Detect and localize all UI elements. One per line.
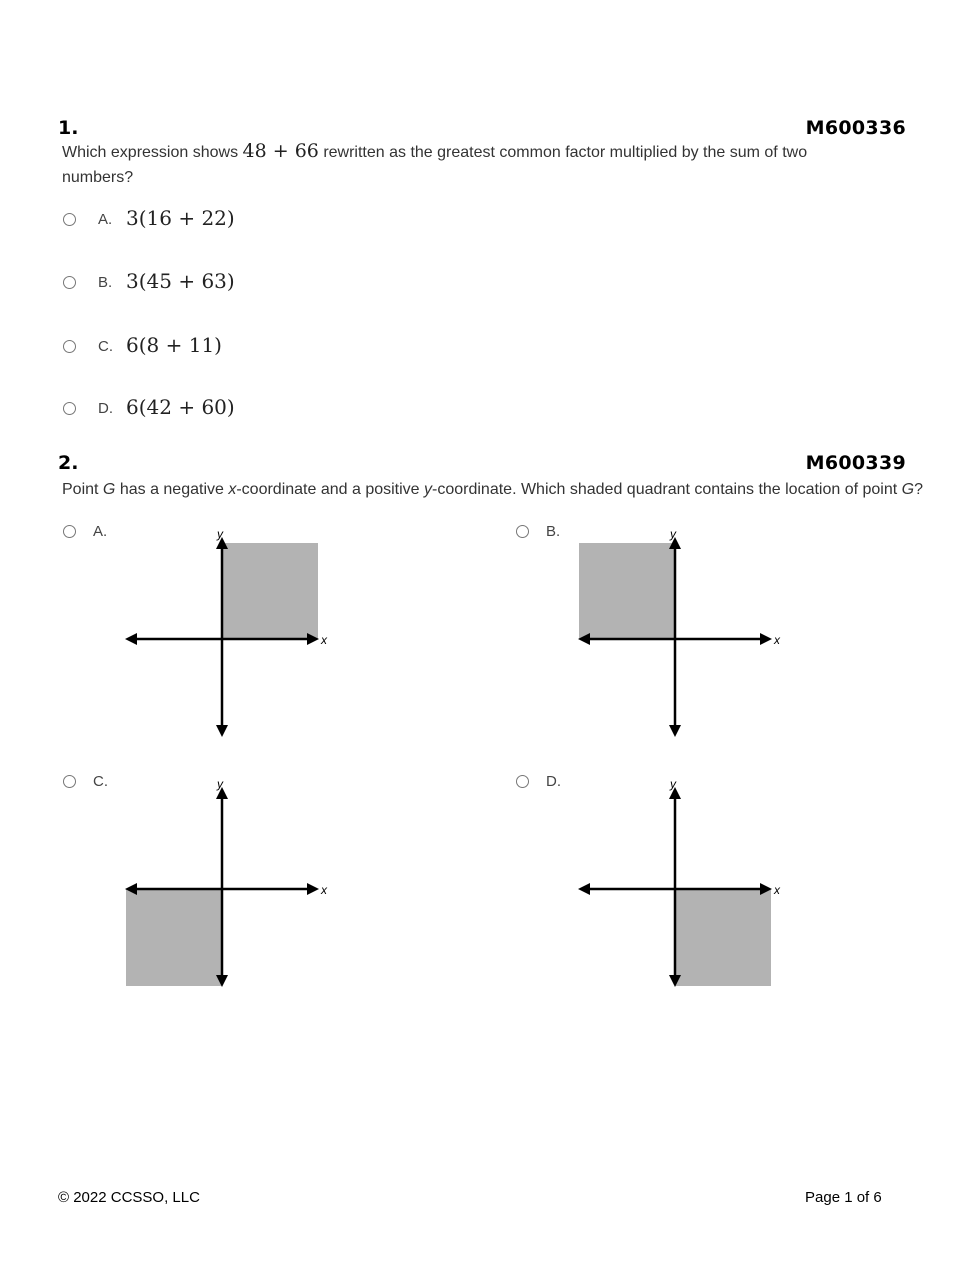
question-number: 1. (58, 117, 79, 139)
question-2-stem (62, 477, 932, 502)
option-letter: B. (546, 523, 561, 540)
question-2-header (58, 452, 906, 476)
shaded-quadrant (675, 889, 771, 986)
stem-text: Which expression shows (62, 144, 243, 161)
radio-button[interactable] (63, 402, 76, 415)
question-1-header (58, 117, 906, 141)
stem-text: has a negative (115, 481, 229, 498)
option-letter: D. (98, 400, 113, 417)
y-axis-bottom-arrow (216, 725, 228, 737)
stem-text: -coordinate and a positive (236, 481, 425, 498)
footer-copyright: © 2022 CCSSO, LLC (58, 1189, 200, 1206)
question-id: M600339 (805, 452, 906, 474)
coordinate-graph-a (115, 525, 345, 745)
option-letter: A. (93, 523, 108, 540)
radio-button[interactable] (516, 775, 529, 788)
x-axis-label: x (321, 633, 327, 647)
x-axis-left-arrow (125, 633, 137, 645)
y-axis-label: y (670, 777, 676, 791)
x-axis-label: x (774, 883, 780, 897)
stem-variable: G (102, 481, 116, 498)
coordinate-graph-b (568, 525, 798, 745)
option-expression: 3(45 + 63) (126, 269, 235, 293)
stem-text: rewritten as the greatest common factor multiplied by the sum of two numbers? (62, 144, 808, 186)
y-axis-label: y (217, 777, 223, 791)
option-expression: 3(16 + 22) (126, 206, 235, 230)
option-letter: D. (546, 773, 561, 790)
stem-text: ? (914, 481, 924, 498)
y-axis-label: y (217, 527, 223, 541)
y-axis-label: y (670, 527, 676, 541)
stem-variable: x (228, 481, 237, 498)
option-expression: 6(42 + 60) (126, 395, 235, 419)
x-axis-left-arrow (578, 883, 590, 895)
option-letter: B. (98, 274, 113, 291)
question-1-stem (62, 139, 862, 190)
x-axis-label: x (321, 883, 327, 897)
stem-text: -coordinate. Which shaded quadrant contains the location of point (432, 481, 902, 498)
x-axis-right-arrow (760, 633, 772, 645)
radio-button[interactable] (63, 213, 76, 226)
x-axis-right-arrow (307, 883, 319, 895)
radio-button[interactable] (516, 525, 529, 538)
radio-button[interactable] (63, 276, 76, 289)
stem-variable: G (901, 481, 915, 498)
radio-button[interactable] (63, 340, 76, 353)
option-letter: C. (98, 338, 113, 355)
coordinate-graph-c (115, 775, 345, 995)
footer-page-number: Page 1 of 6 (805, 1189, 882, 1206)
shaded-quadrant (222, 543, 318, 639)
coordinate-graph-d (568, 775, 798, 995)
question-id: M600336 (805, 117, 906, 139)
option-letter: C. (93, 773, 108, 790)
x-axis-label: x (774, 633, 780, 647)
option-letter: A. (98, 211, 113, 228)
stem-math: 48 + 66 (242, 140, 319, 162)
radio-button[interactable] (63, 525, 76, 538)
option-expression: 6(8 + 11) (126, 333, 222, 357)
stem-variable: y (424, 481, 433, 498)
y-axis-bottom-arrow (669, 725, 681, 737)
shaded-quadrant (579, 543, 675, 639)
shaded-quadrant (126, 889, 222, 986)
question-number: 2. (58, 452, 79, 474)
stem-text: Point (62, 481, 103, 498)
radio-button[interactable] (63, 775, 76, 788)
